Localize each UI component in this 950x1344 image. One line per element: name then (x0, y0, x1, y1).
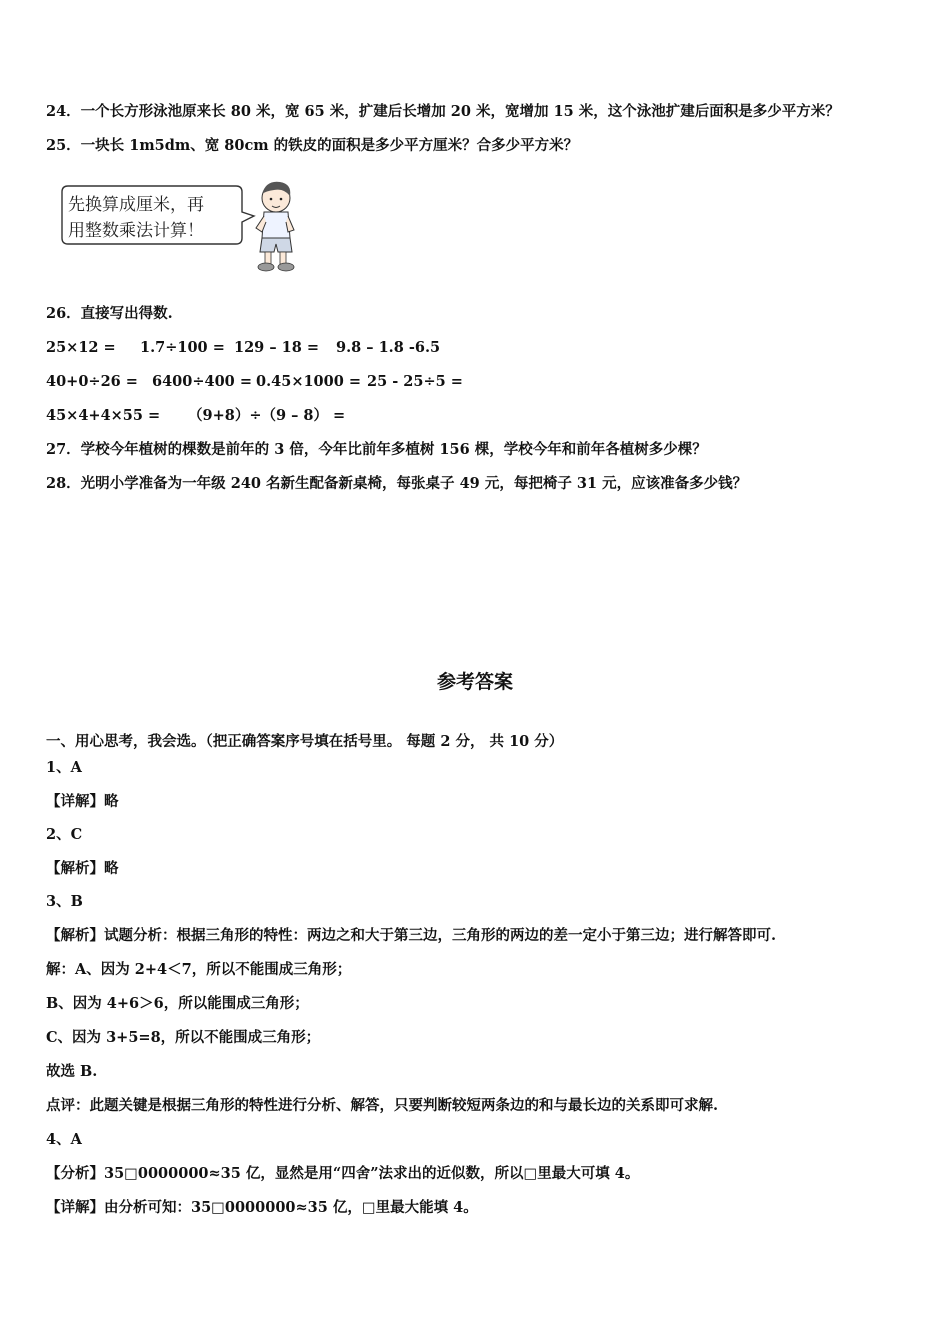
answer-3-step-4: 故选 B. (46, 1063, 98, 1080)
question-26: 26．直接写出得数. (46, 305, 173, 322)
speech-bubble-line-2: 用整数乘法计算！ (68, 221, 204, 241)
calc-item: （9+8）÷（9 – 8） = (188, 407, 346, 424)
speech-bubble-line-1: 先换算成厘米，再 (68, 195, 204, 215)
question-28: 28．光明小学准备为一年级 240 名新生配备新桌椅，每张桌子 49 元，每把椅子 31 元，应该准备多少钱？ (46, 475, 748, 492)
calc-item: 6400÷400 = (152, 373, 252, 390)
answer-3-step-3: C、因为 3+5=8，所以不能围成三角形； (46, 1029, 321, 1046)
answer-1: 1、A (46, 759, 82, 776)
question-27: 27．学校今年植树的棵数是前年的 3 倍，今年比前年多植树 156 棵，学校今年和前年各植树多少棵？ (46, 441, 707, 458)
answer-3-analysis: 【解析】试题分析：根据三角形的特性：两边之和大于第三边，三角形的两边的差一定小于第三边；进行解答即可. (46, 927, 777, 944)
answer-3-comment: 点评：此题关键是根据三角形的特性进行分析、解答，只要判断较短两条边的和与最长边的关系即可求解. (46, 1097, 719, 1114)
calc-item: 40+0÷26 = (46, 373, 138, 390)
answer-4: 4、A (46, 1131, 82, 1148)
answer-3: 3、B (46, 893, 83, 910)
calc-item: 25 - 25÷5 = (367, 373, 463, 390)
answer-4-detail: 【详解】由分析可知：35□0000000≈35 亿，□里最大能填 4。 (46, 1199, 478, 1216)
question-24: 24．一个长方形泳池原来长 80 米，宽 65 米，扩建后长增加 20 米，宽增加 15 米，这个泳池扩建后面积是多少平方米？ (46, 103, 840, 120)
question-25: 25．一块长 1m5dm、宽 80cm 的铁皮的面积是多少平方厘米？合多少平方米？ (46, 137, 579, 154)
answer-1-detail: 【详解】略 (46, 793, 119, 810)
answer-2: 2、C (46, 826, 83, 843)
answer-section-1: 一、用心思考，我会选。（把正确答案序号填在括号里。 每题 2 分， 共 10 分） (46, 733, 564, 750)
calc-item: 129 – 18 = (234, 339, 319, 356)
answer-3-step-1: 解：A、因为 2+4＜7，所以不能围成三角形； (46, 961, 352, 978)
answer-3-step-2: B、因为 4+6＞6，所以能围成三角形； (46, 995, 309, 1012)
answer-4-analysis: 【分析】35□0000000≈35 亿，显然是用“四舍”法求出的近似数，所以□里最大可填 4。 (46, 1165, 640, 1182)
boy-illustration (58, 178, 308, 274)
calc-item: 0.45×1000 = (256, 373, 362, 390)
calc-item: 9.8 – 1.8 -6.5 (336, 339, 441, 356)
answer-key-title: 参考答案 (436, 671, 513, 693)
answer-2-detail: 【解析】略 (46, 860, 119, 877)
calc-item: 1.7÷100 = (140, 339, 225, 356)
calc-item: 45×4+4×55 = (46, 407, 161, 424)
boy-speech-bubble-illustration (58, 178, 308, 274)
calc-item: 25×12 = (46, 339, 116, 356)
